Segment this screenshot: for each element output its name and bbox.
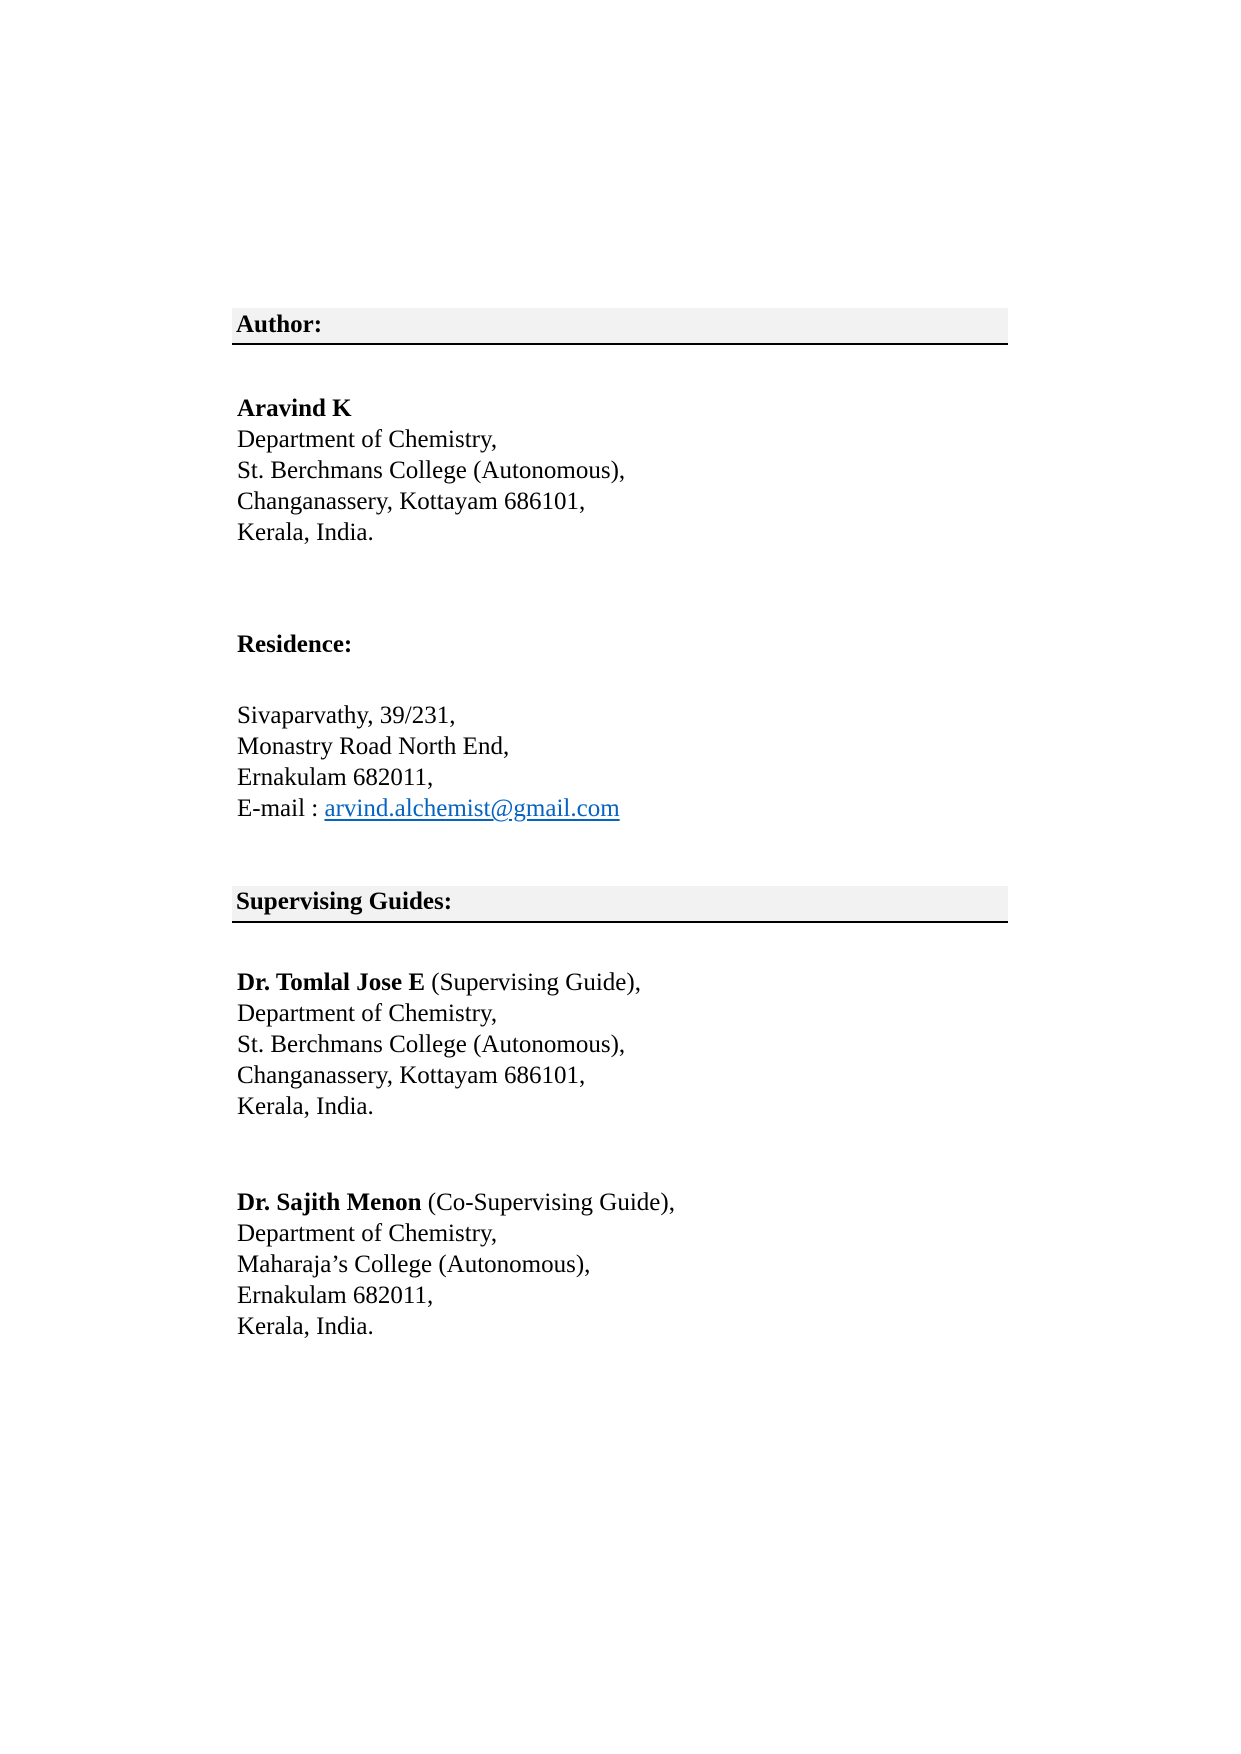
residence-address-line: Monastry Road North End, — [237, 733, 510, 760]
guide-address-line: St. Berchmans College (Autonomous), — [237, 1031, 626, 1058]
guide-address-line: Kerala, India. — [237, 1313, 374, 1340]
email-link[interactable]: arvind.alchemist@gmail.com — [324, 795, 620, 822]
author-heading-band — [232, 308, 1008, 345]
guide-address-line: Maharaja’s College (Autonomous), — [237, 1251, 591, 1278]
guide-title-line — [237, 1187, 675, 1218]
guide-name: Dr. Sajith Menon — [237, 1189, 422, 1216]
author-name: Aravind K — [237, 395, 352, 422]
guide-role: (Supervising Guide), — [425, 969, 641, 996]
guide-address-line: Ernakulam 682011, — [237, 1282, 434, 1309]
guides-heading-band — [232, 886, 1008, 923]
guide-title-line — [237, 967, 641, 998]
residence-address-line: Ernakulam 682011, — [237, 764, 434, 791]
guide-address-line: Changanassery, Kottayam 686101, — [237, 1062, 586, 1089]
residence-address-line: Sivaparvathy, 39/231, — [237, 702, 456, 729]
email-label: E-mail : — [237, 795, 325, 822]
residence-block — [237, 700, 620, 824]
guide-role: (Co-Supervising Guide), — [421, 1189, 675, 1216]
guide-address-line: Kerala, India. — [237, 1093, 374, 1120]
author-heading: Author: — [236, 311, 323, 338]
guide-block — [237, 967, 641, 1122]
author-address-line: Kerala, India. — [237, 519, 374, 546]
author-address-line: Changanassery, Kottayam 686101, — [237, 488, 586, 515]
email-line — [237, 793, 620, 824]
guide-address-line: Department of Chemistry, — [237, 1220, 498, 1247]
author-block — [237, 393, 625, 548]
author-address-line: St. Berchmans College (Autonomous), — [237, 457, 626, 484]
co-guide-block — [237, 1187, 675, 1342]
author-address-line: Department of Chemistry, — [237, 426, 498, 453]
guide-name: Dr. Tomlal Jose E — [237, 969, 426, 996]
residence-heading: Residence: — [237, 631, 353, 658]
guide-address-line: Department of Chemistry, — [237, 1000, 498, 1027]
guides-heading: Supervising Guides: — [236, 888, 453, 915]
